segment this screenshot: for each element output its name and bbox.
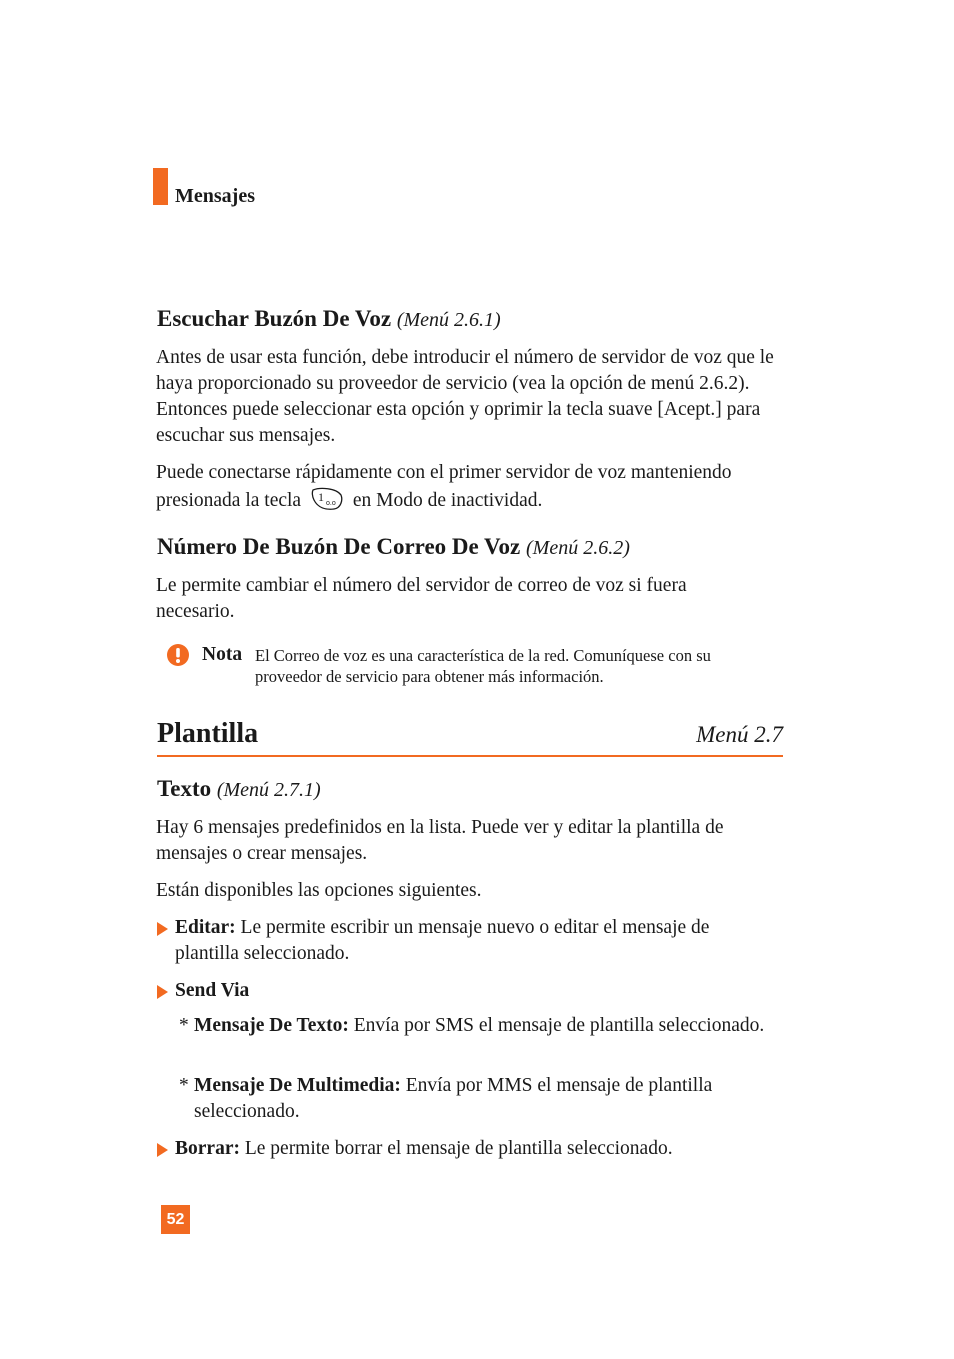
sub-item-text: [194, 1013, 779, 1039]
sub-item-desc: Envía por SMS el mensaje de plantilla seleccionado.: [348, 1015, 765, 1036]
section-title: Número De Buzón De Correo De Voz: [157, 534, 521, 559]
note-text: El Correo de voz es una característica de la red. Comuníquese con su proveedor de servicio para obtener más información.: [255, 646, 711, 686]
paragraph-escuchar-intro: Antes de usar esta función, debe introducir el número de servidor de voz que le haya proporcionado su proveedor de servicio (vea la opción de menú 2.6.2). Entonces puede seleccionar esta opción y oprimir la tecla suave [Acept.] para escuchar sus mensajes.: [156, 347, 774, 446]
paragraph-texto-options: Están disponibles las opciones siguientes.: [156, 880, 482, 901]
note-label: Nota: [202, 644, 243, 665]
paragraph-escuchar-shortcut: [156, 460, 786, 514]
sub-item-term: Mensaje De Multimedia:: [194, 1075, 401, 1096]
warning-icon: [167, 644, 189, 666]
list-item-term: Borrar:: [175, 1138, 240, 1159]
main-heading-menu-ref: Menú 2.7: [696, 722, 783, 747]
list-item-term: Send Via: [175, 980, 250, 1001]
bullet-icon: [157, 1143, 168, 1157]
sub-item-term: Mensaje De Texto:: [194, 1015, 349, 1036]
section-heading-texto: [157, 775, 321, 804]
list-item-desc: Le permite escribir un mensaje nuevo o editar el mensaje de plantilla seleccionado.: [175, 917, 710, 964]
section-menu-ref: (Menú 2.6.2): [526, 537, 630, 559]
list-item-send-via: [175, 978, 775, 1004]
sub-item-star: *: [179, 1075, 189, 1096]
header-accent-bar: [153, 168, 168, 205]
chapter-title: Mensajes: [175, 185, 255, 207]
section-heading-escuchar: [157, 305, 501, 334]
list-item-editar: [175, 915, 775, 967]
bullet-icon: [157, 985, 168, 999]
paragraph-text-before: Puede conectarse rápidamente con el primer servidor de voz manteniendo presionada la tecla: [156, 462, 732, 511]
voicemail-key-icon: [310, 486, 344, 512]
sub-item-star: *: [179, 1015, 189, 1036]
list-item-borrar: [175, 1136, 795, 1162]
section-title: Escuchar Buzón De Voz: [157, 306, 392, 331]
section-menu-ref: (Menú 2.7.1): [216, 779, 321, 801]
main-heading-title: Plantilla: [157, 718, 259, 749]
list-item-term: Editar:: [175, 917, 236, 938]
section-title: Texto: [157, 776, 212, 801]
paragraph-texto-intro: Hay 6 mensajes predefinidos en la lista. Puede ver y editar la plantilla de mensajes o crear mensajes.: [156, 817, 724, 864]
sub-item-desc: Envía por MMS el mensaje de plantilla seleccionado.: [194, 1075, 713, 1122]
svg-text:1: 1: [317, 490, 324, 504]
main-heading-plantilla: [157, 717, 783, 757]
sub-item-text: [194, 1073, 779, 1125]
paragraph-text-after: en Modo de inactividad.: [352, 490, 543, 511]
list-item-desc: Le permite borrar el mensaje de plantilla seleccionado.: [239, 1138, 673, 1159]
svg-text:o.o: o.o: [325, 500, 336, 507]
sub-item-sms: [179, 1013, 779, 1039]
page-number: 52: [161, 1205, 190, 1234]
section-menu-ref: (Menú 2.6.1): [396, 309, 501, 331]
section-heading-numero: [157, 533, 630, 562]
paragraph-numero: Le permite cambiar el número del servidor de correo de voz si fuera necesario.: [156, 575, 687, 622]
bullet-icon: [157, 922, 168, 936]
sub-item-mms: [179, 1073, 779, 1125]
